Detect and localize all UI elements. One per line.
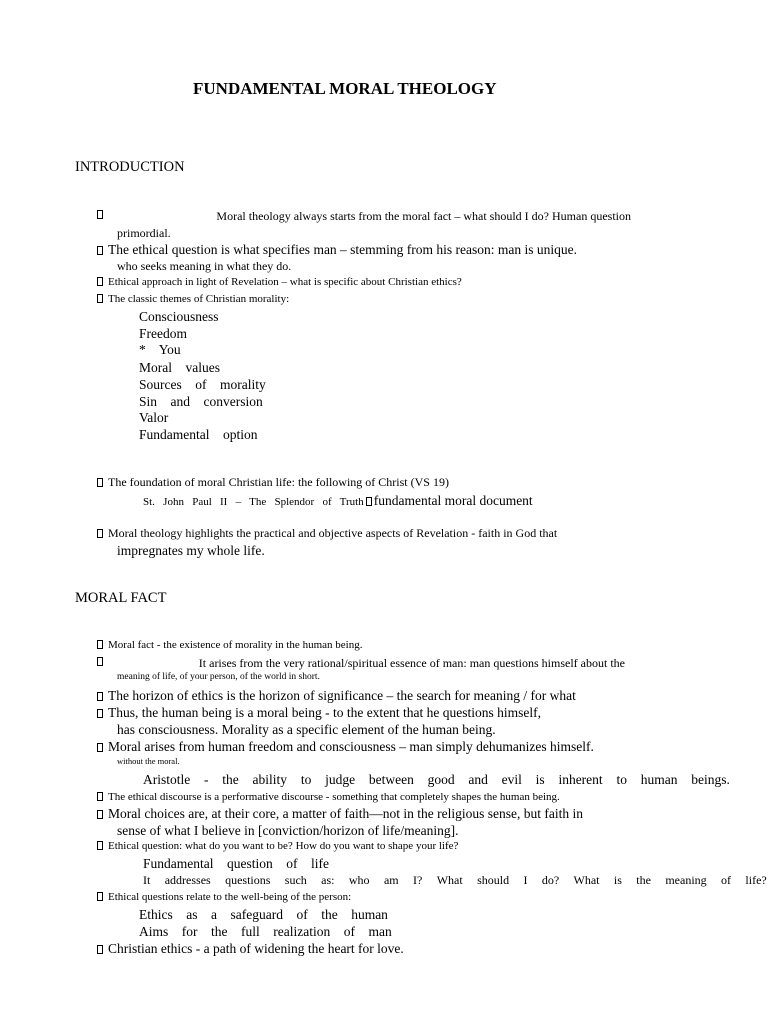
theme-item: Valor bbox=[139, 410, 169, 425]
bullet-box-icon bbox=[97, 657, 103, 666]
list-item: Thus, the human being is a moral being - to the extent that he questions himself, bbox=[97, 706, 541, 720]
bullet-box-icon bbox=[97, 692, 103, 701]
bullet-box-icon bbox=[97, 810, 103, 819]
list-item: The foundation of moral Christian life: the following of Christ (VS 19) bbox=[97, 476, 449, 488]
list-item: It arises from the very rational/spiritual essence of man: man questions himself about the bbox=[97, 657, 625, 669]
bullet-box-icon bbox=[97, 640, 103, 649]
theme-item: Freedom bbox=[139, 326, 187, 341]
theme-item: Fundamental option bbox=[139, 427, 258, 442]
list-item: Ethical questions relate to the well-being of the person: bbox=[97, 892, 351, 903]
theme-item: * You bbox=[139, 342, 181, 357]
bullet-box-icon bbox=[97, 709, 103, 718]
list-item-continuation: meaning of life, of your person, of the world in short. bbox=[117, 672, 320, 682]
bullet-box-icon bbox=[97, 246, 103, 255]
section-heading-introduction: INTRODUCTION bbox=[75, 159, 185, 175]
theme-item: Sin and conversion bbox=[139, 394, 263, 409]
sub-item: Ethics as a safeguard of the human bbox=[139, 907, 388, 922]
bullet-box-icon bbox=[97, 277, 103, 286]
list-item-continuation: without the moral. bbox=[117, 756, 180, 766]
list-item-continuation: sense of what I believe in [conviction/horizon of life/meaning]. bbox=[117, 823, 459, 838]
sub-item-justified: It addresses questions such as: who am I? What should I do? What is the meaning of life? bbox=[143, 873, 767, 887]
theme-item: Sources of morality bbox=[139, 377, 266, 392]
list-item: The horizon of ethics is the horizon of significance – the search for meaning / for what bbox=[97, 689, 576, 703]
list-item-continuation: primordial. bbox=[117, 226, 171, 240]
bullet-box-icon bbox=[97, 294, 103, 303]
list-item-continuation: has consciousness. Morality as a specific element of the human being. bbox=[117, 722, 496, 737]
section-heading-moral-fact: MORAL FACT bbox=[75, 590, 167, 606]
theme-item: Consciousness bbox=[139, 309, 219, 324]
list-item: The classic themes of Christian morality: bbox=[97, 294, 289, 305]
bullet-box-icon bbox=[366, 497, 372, 506]
bullet-box-icon bbox=[97, 743, 103, 752]
bullet-box-icon bbox=[97, 529, 103, 538]
list-item: Moral fact - the existence of morality in the human being. bbox=[97, 640, 362, 651]
sub-item: Aims for the full realization of man bbox=[139, 924, 392, 939]
page-title: FUNDAMENTAL MORAL THEOLOGY bbox=[193, 79, 497, 98]
list-item: Christian ethics - a path of widening the heart for love. bbox=[97, 942, 404, 956]
list-item: Moral theology highlights the practical and objective aspects of Revelation - faith in God that bbox=[97, 527, 557, 539]
theme-item: Moral values bbox=[139, 360, 220, 375]
aristotle-line: Aristotle - the ability to judge between good and evil is inherent to human beings. bbox=[143, 772, 730, 787]
sub-item: Fundamental question of life bbox=[143, 856, 329, 871]
list-item-continuation: who seeks meaning in what they do. bbox=[117, 259, 292, 273]
bullet-box-icon bbox=[97, 892, 103, 901]
bullet-box-icon bbox=[97, 945, 103, 954]
list-item: The ethical question is what specifies man – stemming from his reason: man is unique. bbox=[97, 243, 577, 257]
bullet-box-icon bbox=[97, 792, 103, 801]
list-item-sub: St. John Paul II – The Splendor of Truth fundamental moral document bbox=[143, 493, 533, 508]
bullet-box-icon bbox=[97, 841, 103, 850]
list-item: Moral arises from human freedom and consciousness – man simply dehumanizes himself. bbox=[97, 740, 594, 754]
list-item-continuation: impregnates my whole life. bbox=[117, 543, 265, 558]
list-item: Moral choices are, at their core, a matter of faith—not in the religious sense, but faith in bbox=[97, 807, 583, 821]
list-item: Moral theology always starts from the moral fact – what should I do? Human question bbox=[97, 210, 631, 222]
bullet-box-icon bbox=[97, 210, 103, 219]
bullet-box-icon bbox=[97, 478, 103, 487]
list-item: The ethical discourse is a performative discourse - something that completely shapes the human being. bbox=[97, 792, 560, 803]
list-item: Ethical approach in light of Revelation – what is specific about Christian ethics? bbox=[97, 277, 462, 288]
list-item: Ethical question: what do you want to be? How do you want to shape your life? bbox=[97, 841, 458, 852]
